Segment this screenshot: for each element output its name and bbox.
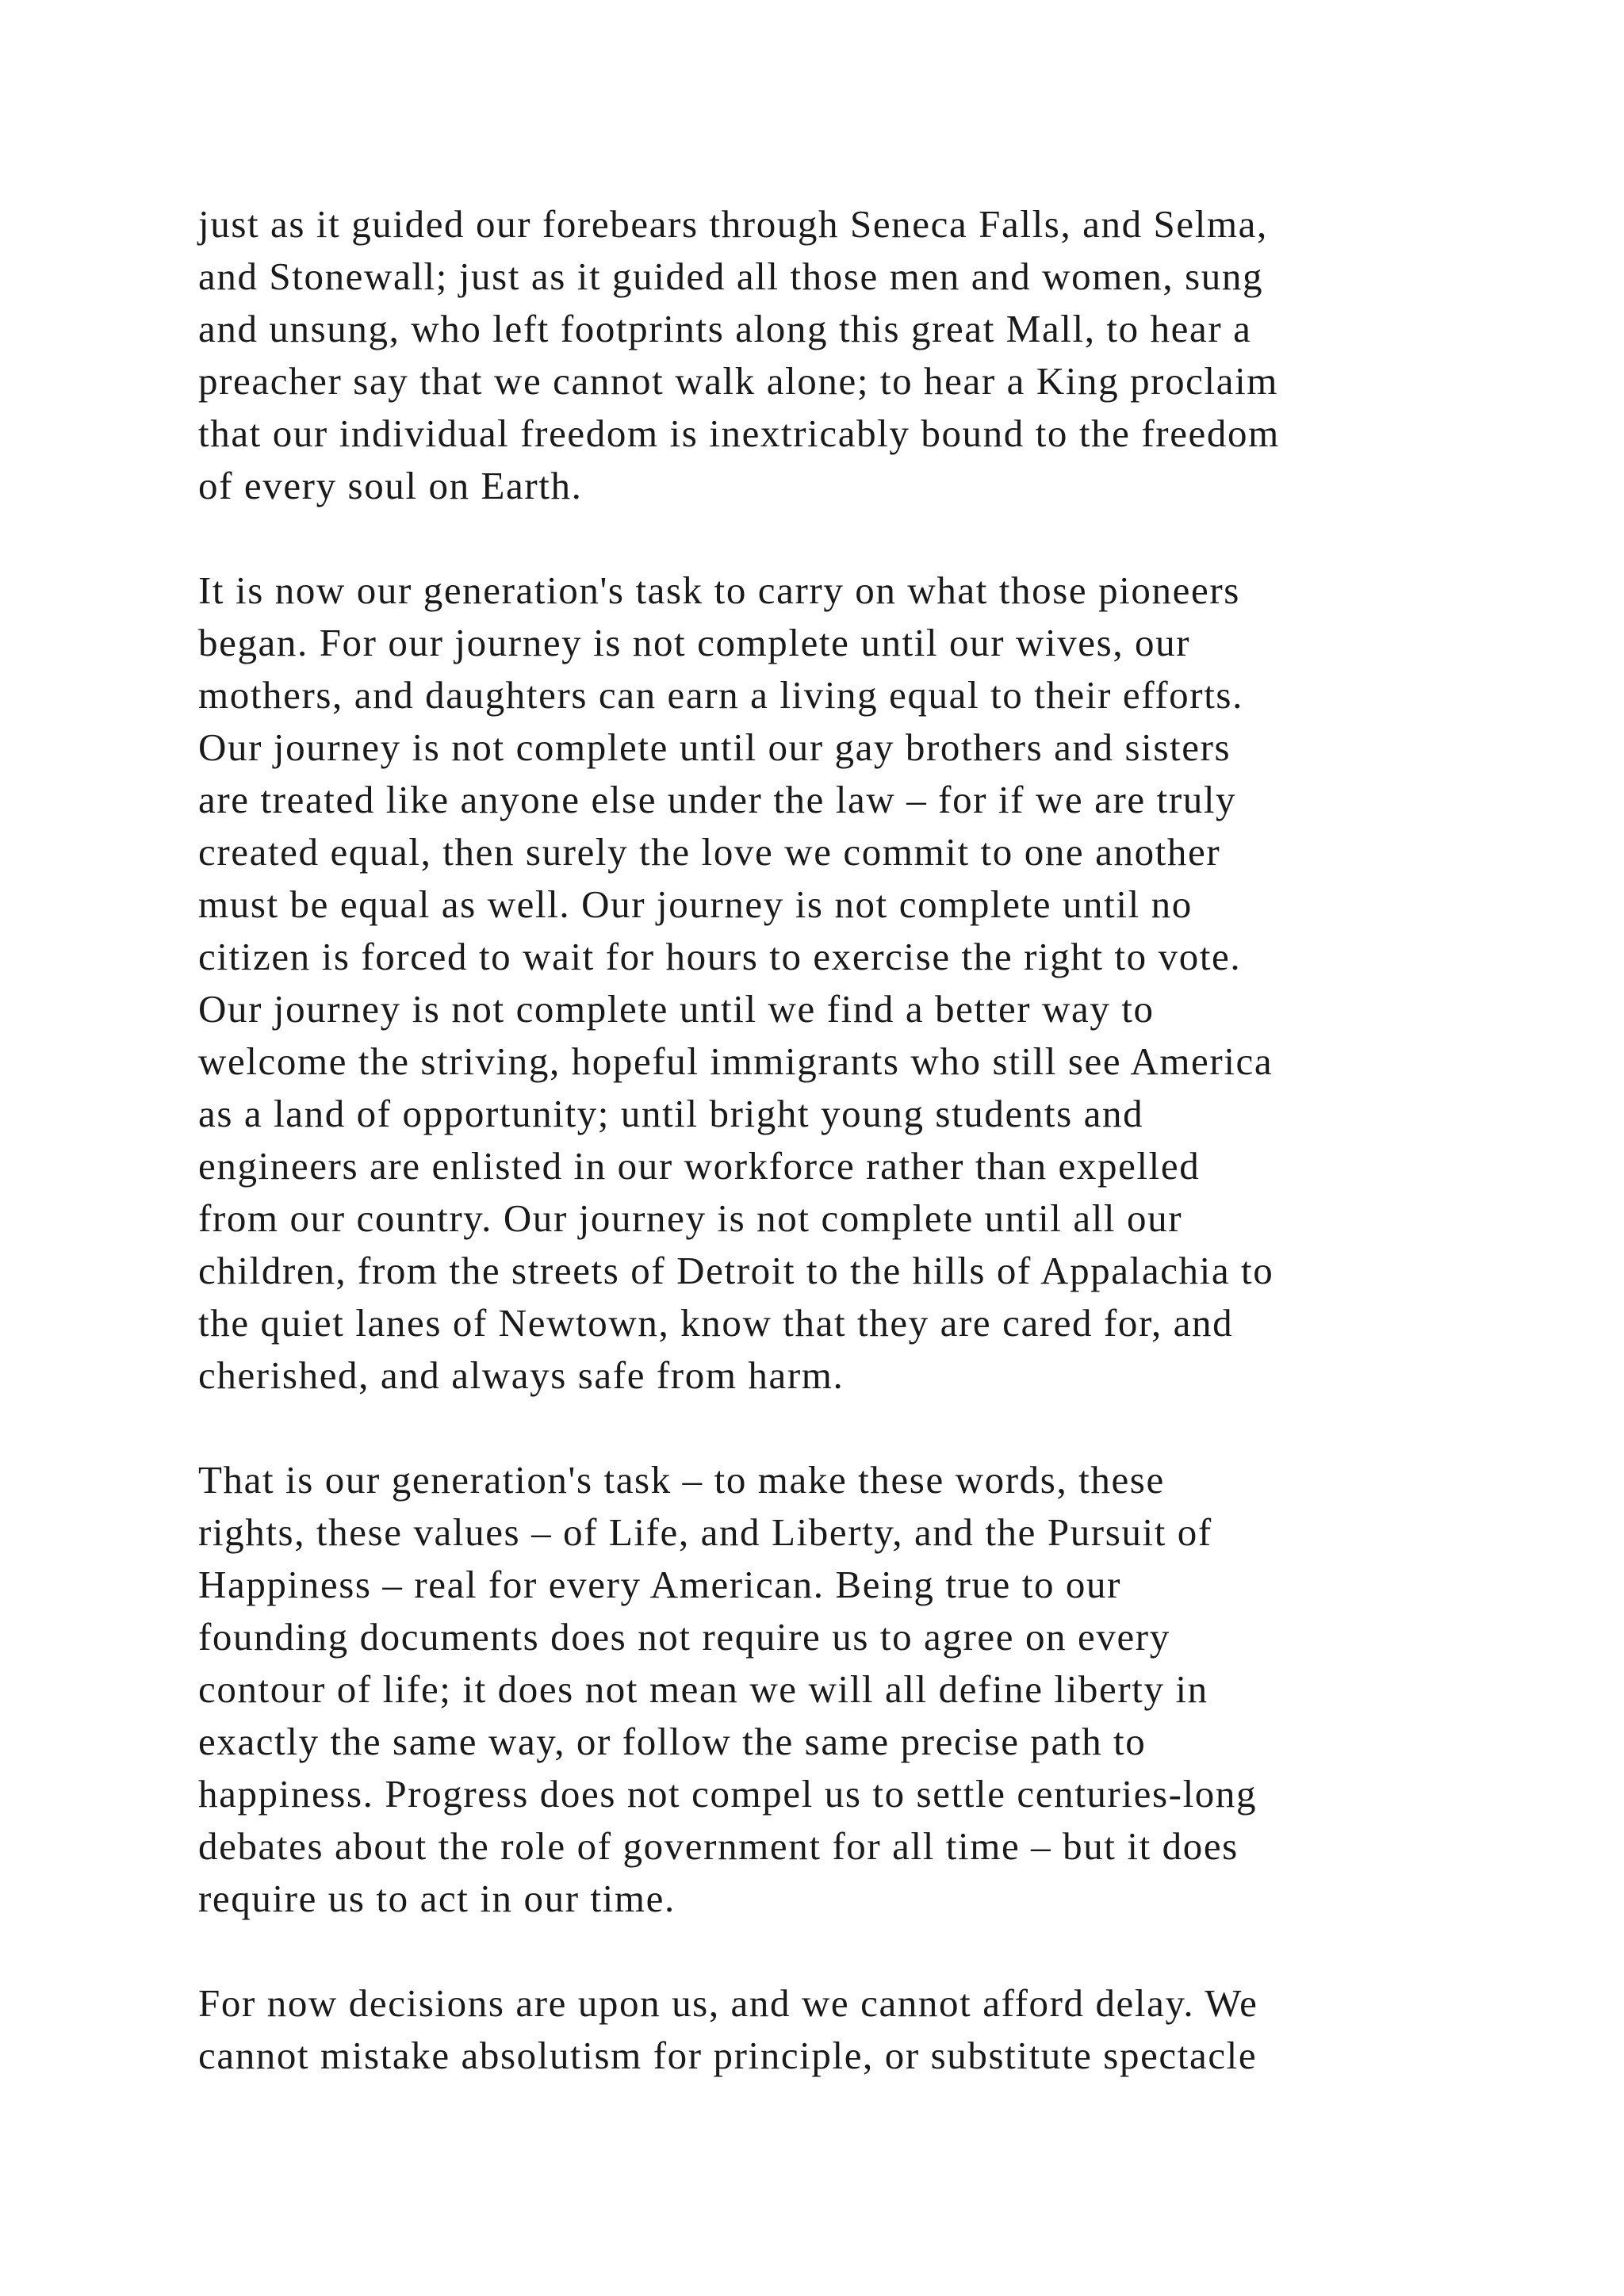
text-line: the quiet lanes of Newtown, know that they are cared for, and [198, 1301, 1234, 1345]
text-line: contour of life; it does not mean we will all define liberty in [198, 1667, 1208, 1711]
text-line: cherished, and always safe from harm. [198, 1353, 845, 1397]
text-line: founding documents does not require us to agree on every [198, 1615, 1170, 1659]
text-line: happiness. Progress does not compel us to settle centuries-long [198, 1772, 1258, 1816]
text-line: and Stonewall; just as it guided all those men and women, sung [198, 254, 1264, 298]
text-line: just as it guided our forebears through Seneca Falls, and Selma, [198, 202, 1268, 246]
text-line: children, from the streets of Detroit to the hills of Appalachia to [198, 1249, 1274, 1292]
text-line: began. For our journey is not complete until our wives, our [198, 621, 1191, 664]
paragraph-spacer [198, 1925, 1451, 1977]
text-line: from our country. Our journey is not complete until all our [198, 1196, 1183, 1240]
text-line: engineers are enlisted in our workforce rather than expelled [198, 1144, 1201, 1188]
text-line: and unsung, who left footprints along this great Mall, to hear a [198, 307, 1252, 350]
text-line: preacher say that we cannot walk alone; to hear a King proclaim [198, 359, 1279, 403]
text-line: citizen is forced to wait for hours to exercise the right to vote. [198, 935, 1242, 978]
text-line: must be equal as well. Our journey is not complete until no [198, 882, 1193, 926]
text-line: that our individual freedom is inextricably bound to the freedom [198, 411, 1280, 455]
text-line: rights, these values – of Life, and Liberty, and the Pursuit of [198, 1510, 1212, 1554]
text-line: That is our generation's task – to make these words, these [198, 1458, 1165, 1502]
paragraph-4 [198, 1977, 1451, 2082]
paragraph-spacer [198, 512, 1451, 564]
paragraph-1 [198, 198, 1451, 512]
text-line: are treated like anyone else under the law – for if we are truly [198, 778, 1237, 821]
paragraph-spacer [198, 1402, 1451, 1454]
text-line: For now decisions are upon us, and we cannot afford delay. We [198, 1981, 1258, 2025]
document-text [198, 198, 1451, 2082]
text-line: created equal, then surely the love we commit to one another [198, 830, 1221, 874]
text-line: Our journey is not complete until our gay brothers and sisters [198, 725, 1231, 769]
text-line: exactly the same way, or follow the same precise path to [198, 1720, 1147, 1763]
text-line: welcome the striving, hopeful immigrants who still see America [198, 1039, 1274, 1083]
paragraph-3 [198, 1454, 1451, 1925]
paragraph-2 [198, 564, 1451, 1402]
text-line: require us to act in our time. [198, 1877, 676, 1920]
text-line: as a land of opportunity; until bright young students and [198, 1092, 1144, 1135]
text-line: Our journey is not complete until we find a better way to [198, 987, 1155, 1031]
text-line: mothers, and daughters can earn a living equal to their efforts. [198, 673, 1243, 717]
text-line: debates about the role of government for all time – but it does [198, 1824, 1239, 1868]
text-line: Happiness – real for every American. Being true to our [198, 1563, 1122, 1606]
text-line: cannot mistake absolutism for principle, or substitute spectacle [198, 2034, 1258, 2077]
text-line: It is now our generation's task to carry on what those pioneers [198, 568, 1240, 612]
text-line: of every soul on Earth. [198, 464, 583, 507]
